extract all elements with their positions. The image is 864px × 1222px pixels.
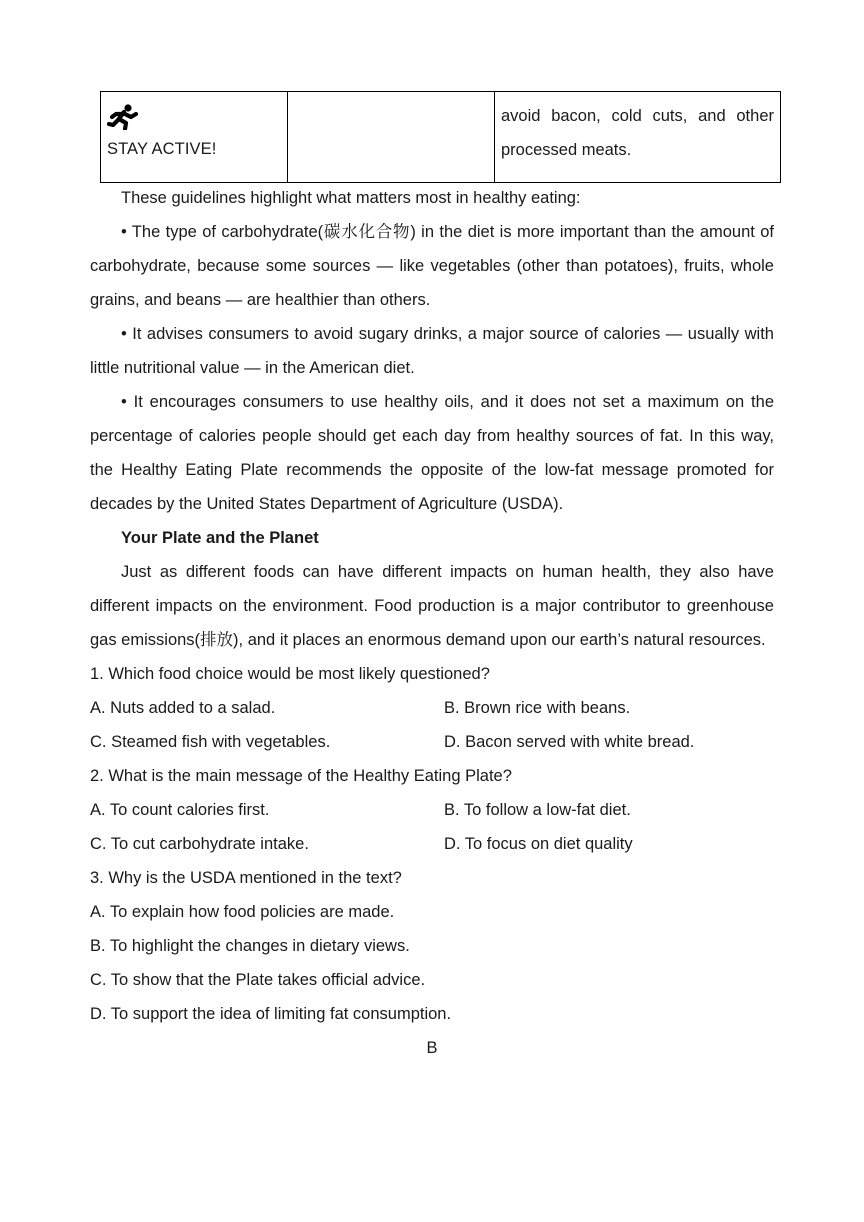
question-1-options-row-1 xyxy=(90,691,774,725)
question-2-stem: 2. What is the main message of the Healthy Eating Plate? xyxy=(90,767,512,785)
question-1-stem: 1. Which food choice would be most likely questioned? xyxy=(90,665,490,683)
option-1c: C. Steamed fish with vegetables. xyxy=(90,733,331,751)
table-cell-empty xyxy=(288,92,495,183)
section-heading: Your Plate and the Planet xyxy=(121,529,319,547)
option-3d: D. To support the idea of limiting fat consumption. xyxy=(90,1005,452,1023)
section-paragraph: Just as different foods can have different impacts on human health, they also have different impacts on the environment. Food production is a major contributor to greenhouse gas emissions(排放), and it places an enormous demand upon our earth’s natural resources. xyxy=(90,563,774,649)
question-2-options-row-1 xyxy=(90,793,774,827)
advice-text: avoid bacon, cold cuts, and other processed meats. xyxy=(501,107,774,159)
option-3a: A. To explain how food policies are made. xyxy=(90,903,395,921)
article-body xyxy=(90,181,774,1065)
bullet-carbohydrate: • The type of carbohydrate(碳水化合物) in the diet is more important than the amount of carbohydrate, because some sources — like vegetables (other than potatoes), fruits, whole grains, and beans — are healthier than others. xyxy=(90,223,774,309)
option-2a: A. To count calories first. xyxy=(90,801,270,819)
option-3b: B. To highlight the changes in dietary views. xyxy=(90,937,410,955)
question-3-stem: 3. Why is the USDA mentioned in the text? xyxy=(90,869,402,887)
option-2c: C. To cut carbohydrate intake. xyxy=(90,835,309,853)
table-cell-activity xyxy=(101,92,288,183)
question-2-options-row-2 xyxy=(90,827,774,861)
option-1a: A. Nuts added to a salad. xyxy=(90,699,276,717)
next-section-label: B xyxy=(426,1039,438,1057)
bullet-healthy-oils: • It encourages consumers to use healthy oils, and it does not set a maximum on the percentage of calories people should get each day from healthy sources of fat. In this way, the Healthy Eating Plate recommends the opposite of the low-fat message promoted for decades by the United States Department of Agriculture (USDA). xyxy=(90,393,774,513)
stay-active-label: STAY ACTIVE! xyxy=(107,140,217,158)
intro-paragraph: These guidelines highlight what matters most in healthy eating: xyxy=(121,189,581,207)
option-2b: B. To follow a low-fat diet. xyxy=(444,801,631,819)
table-cell-advice xyxy=(495,92,781,183)
option-2d: D. To focus on diet quality xyxy=(444,835,633,853)
question-1-options-row-2 xyxy=(90,725,774,759)
running-person-icon xyxy=(107,104,139,130)
guidelines-table-row xyxy=(100,91,781,183)
option-1b: B. Brown rice with beans. xyxy=(444,699,631,717)
option-3c: C. To show that the Plate takes official advice. xyxy=(90,971,426,989)
bullet-sugary-drinks: • It advises consumers to avoid sugary drinks, a major source of calories — usually with little nutritional value — in the American diet. xyxy=(90,325,774,377)
option-1d: D. Bacon served with white bread. xyxy=(444,733,695,751)
